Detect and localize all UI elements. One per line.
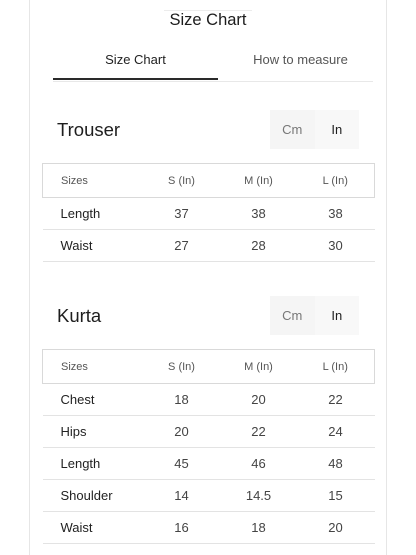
active-tab-indicator	[53, 78, 218, 80]
trouser-size-table	[42, 163, 375, 262]
table-cell: 38	[297, 198, 375, 230]
table-cell: 20	[143, 416, 221, 448]
column-header: L (In)	[297, 350, 375, 384]
row-label: Length	[43, 198, 143, 230]
table-cell: 37	[143, 198, 221, 230]
column-header: M (In)	[221, 164, 297, 198]
table-cell: 30	[297, 230, 375, 262]
trouser-section-title: Trouser	[57, 119, 121, 140]
column-header: S (In)	[143, 350, 221, 384]
table-cell: 20	[297, 512, 375, 544]
table-row	[43, 416, 375, 448]
trouser-unit-cm-button[interactable]: Cm	[282, 122, 303, 137]
table-cell: 22	[221, 416, 297, 448]
table-cell: 22	[297, 384, 375, 416]
trouser-unit-in-button[interactable]: In	[315, 110, 360, 149]
kurta-unit-cm-button[interactable]: Cm	[282, 308, 303, 323]
tab-bar	[53, 44, 373, 82]
table-cell: 28	[221, 230, 297, 262]
kurta-unit-toggle	[270, 296, 359, 335]
column-header: M (In)	[221, 350, 297, 384]
row-label: Length	[43, 448, 143, 480]
kurta-section-title: Kurta	[57, 305, 102, 326]
column-header: Sizes	[43, 350, 143, 384]
table-cell: 16	[143, 512, 221, 544]
kurta-size-table	[42, 349, 375, 544]
kurta-unit-in-button[interactable]: In	[315, 296, 360, 335]
tab-size-chart[interactable]: Size Chart	[105, 52, 166, 67]
row-label: Shoulder	[43, 480, 143, 512]
page-title: Size Chart	[169, 11, 247, 29]
table-row	[43, 512, 375, 544]
table-row	[43, 480, 375, 512]
table-cell: 27	[143, 230, 221, 262]
column-header: S (In)	[143, 164, 221, 198]
table-cell: 18	[143, 384, 221, 416]
trouser-unit-toggle	[270, 110, 359, 149]
table-row	[43, 448, 375, 480]
table-cell: 18	[221, 512, 297, 544]
table-cell: 20	[221, 384, 297, 416]
table-cell: 14.5	[221, 480, 297, 512]
row-label: Waist	[43, 512, 143, 544]
table-row	[43, 230, 375, 262]
modal-left-border	[29, 0, 30, 555]
column-header: Sizes	[43, 164, 143, 198]
row-label: Hips	[43, 416, 143, 448]
table-row	[43, 384, 375, 416]
table-header-row	[43, 350, 375, 384]
table-cell: 15	[297, 480, 375, 512]
modal-right-border	[386, 0, 387, 555]
table-row	[43, 198, 375, 230]
table-cell: 24	[297, 416, 375, 448]
row-label: Waist	[43, 230, 143, 262]
table-header-row	[43, 164, 375, 198]
table-cell: 14	[143, 480, 221, 512]
column-header: L (In)	[297, 164, 375, 198]
table-cell: 45	[143, 448, 221, 480]
table-cell: 46	[221, 448, 297, 480]
tab-how-to-measure[interactable]: How to measure	[253, 52, 348, 67]
table-cell: 38	[221, 198, 297, 230]
row-label: Chest	[43, 384, 143, 416]
table-cell: 48	[297, 448, 375, 480]
